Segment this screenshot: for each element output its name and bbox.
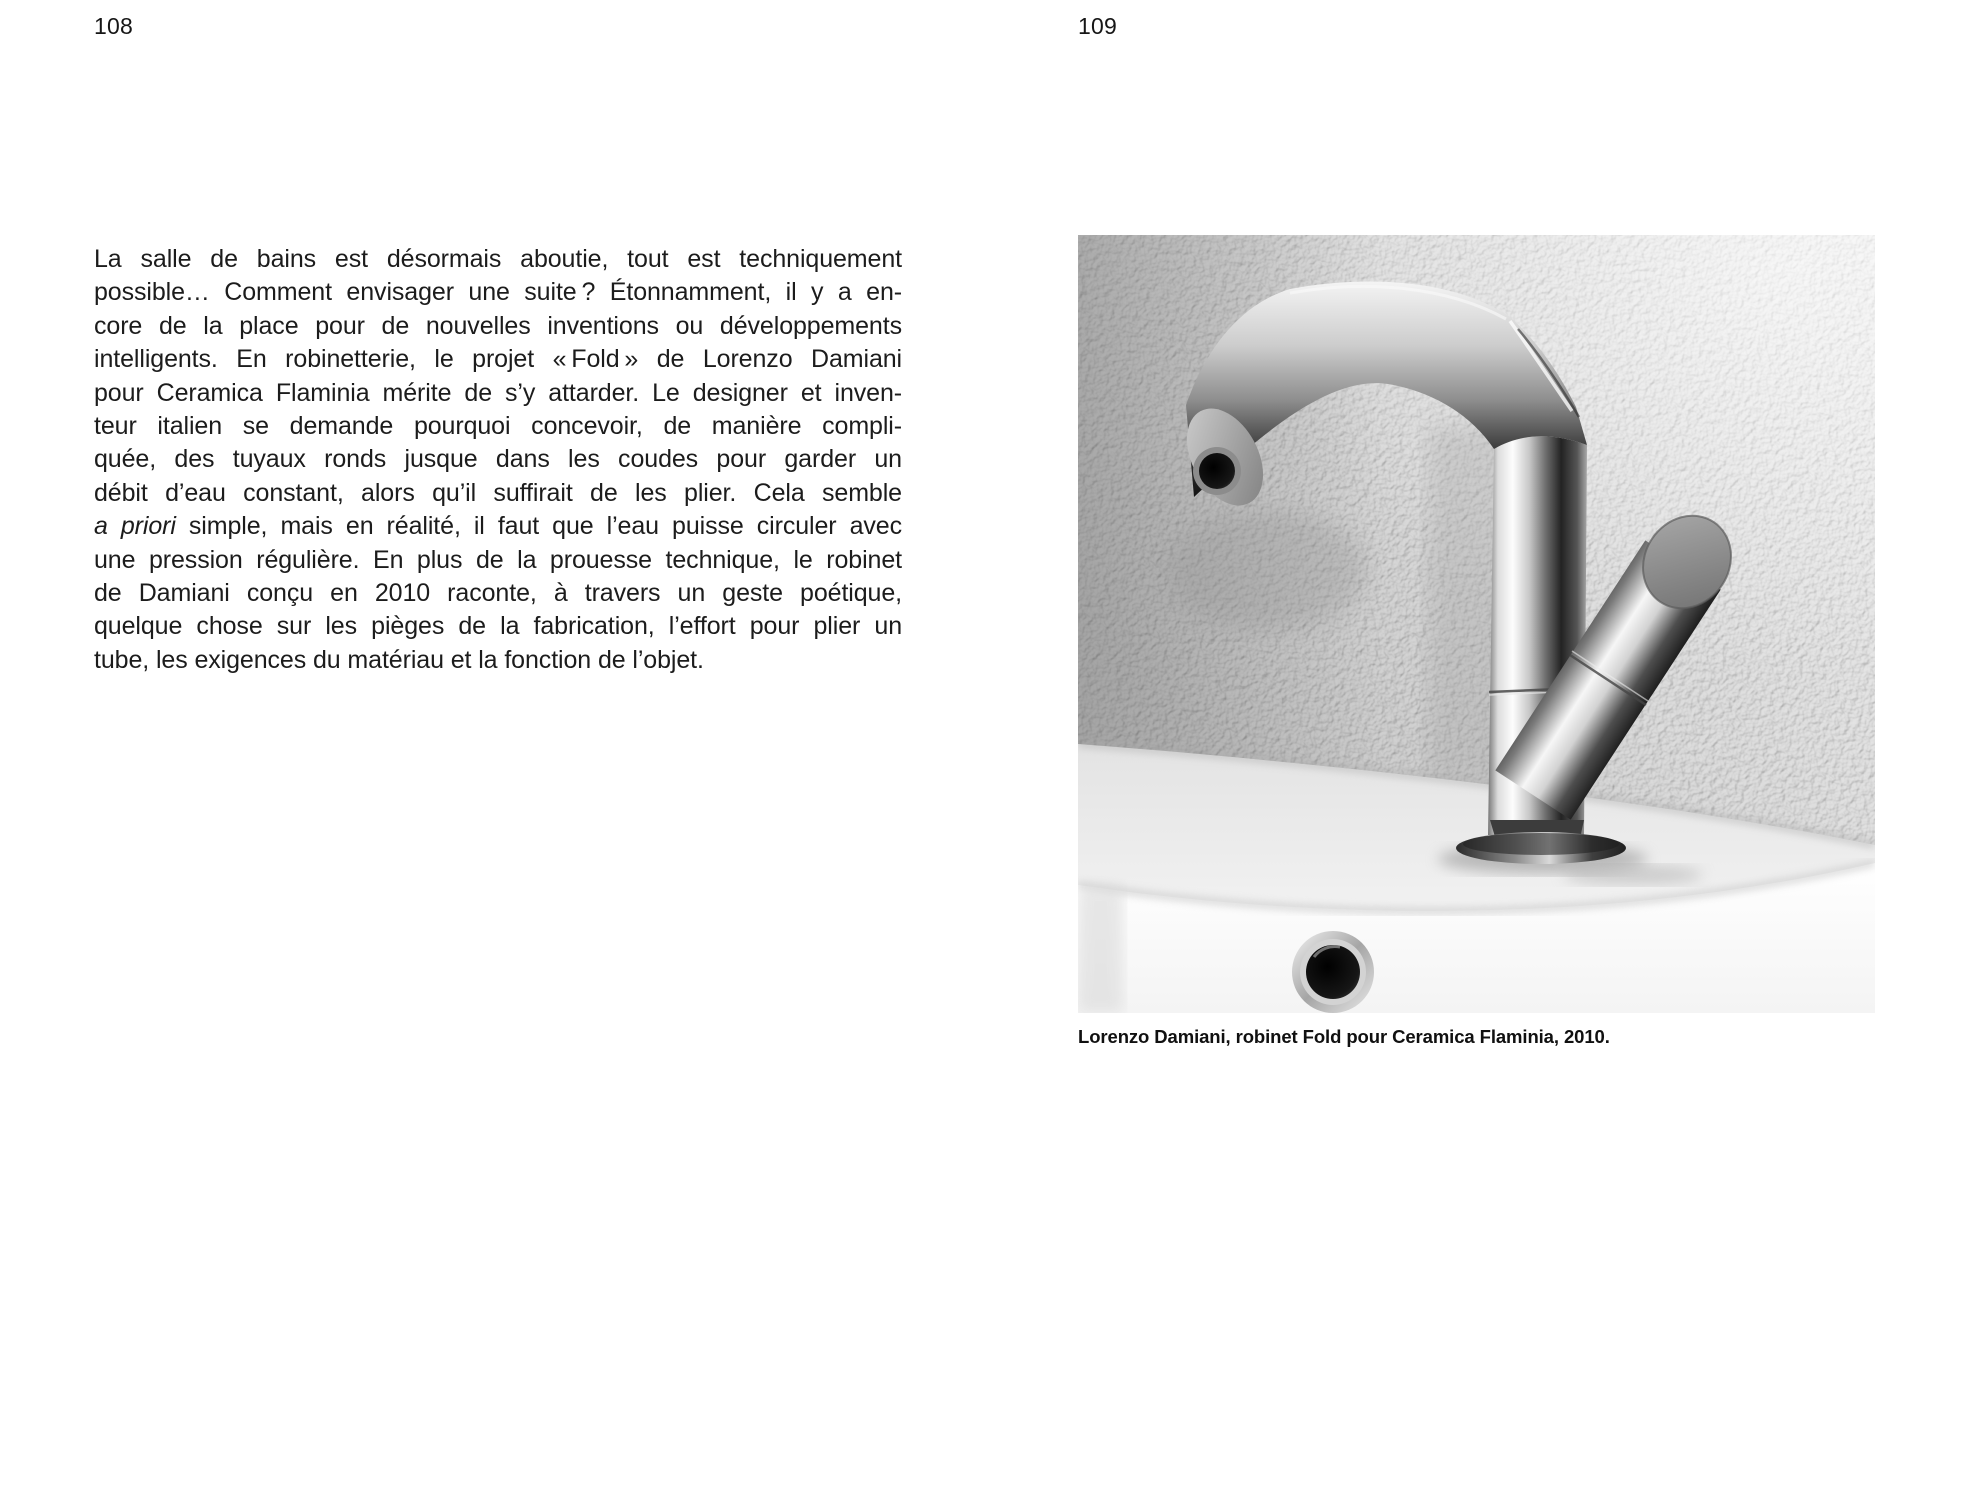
- text-line: intelligents. En robinetterie, le projet « Fold » de Lorenzo Damiani: [94, 345, 902, 374]
- text-line: core de la place pour de nouvelles inventions ou développements: [94, 311, 902, 340]
- text-line: de Damiani conçu en 2010 raconte, à travers un geste poétique,: [94, 579, 902, 608]
- text-line: a priori simple, mais en réalité, il faut que l’eau puisse circuler avec: [94, 512, 902, 541]
- text-line: pour Ceramica Flaminia mérite de s’y attarder. Le designer et inven-: [94, 378, 902, 407]
- figure-faucet: [1078, 235, 1875, 1048]
- body-paragraph: [94, 243, 902, 677]
- text-line: quée, des tuyaux ronds jusque dans les coudes pour garder un: [94, 445, 902, 474]
- text-line: possible… Comment envisager une suite ? Étonnamment, il y a en-: [94, 278, 902, 307]
- figure-caption: Lorenzo Damiani, robinet Fold pour Ceramica Flaminia, 2010.: [1078, 1026, 1610, 1047]
- faucet-photo: [1078, 235, 1875, 1013]
- text-line: quelque chose sur les pièges de la fabrication, l’effort pour plier un: [94, 612, 902, 641]
- page-number-left: 108: [94, 13, 133, 39]
- text-line: une pression régulière. En plus de la prouesse technique, le robinet: [94, 545, 902, 574]
- page-number-right: 109: [1078, 13, 1117, 39]
- handle-shadow: [1563, 865, 1703, 885]
- text-line: débit d’eau constant, alors qu’il suffirait de les plier. Cela semble: [94, 478, 902, 507]
- text-line: tube, les exigences du matériau et la fonction de l’objet.: [94, 645, 704, 674]
- text-line: teur italien se demande pourquoi concevoir, de manière compli-: [94, 412, 902, 441]
- drain: [1292, 931, 1374, 1013]
- aerator: [1199, 453, 1235, 489]
- text-line: La salle de bains est désormais aboutie, tout est techniquement: [94, 245, 902, 273]
